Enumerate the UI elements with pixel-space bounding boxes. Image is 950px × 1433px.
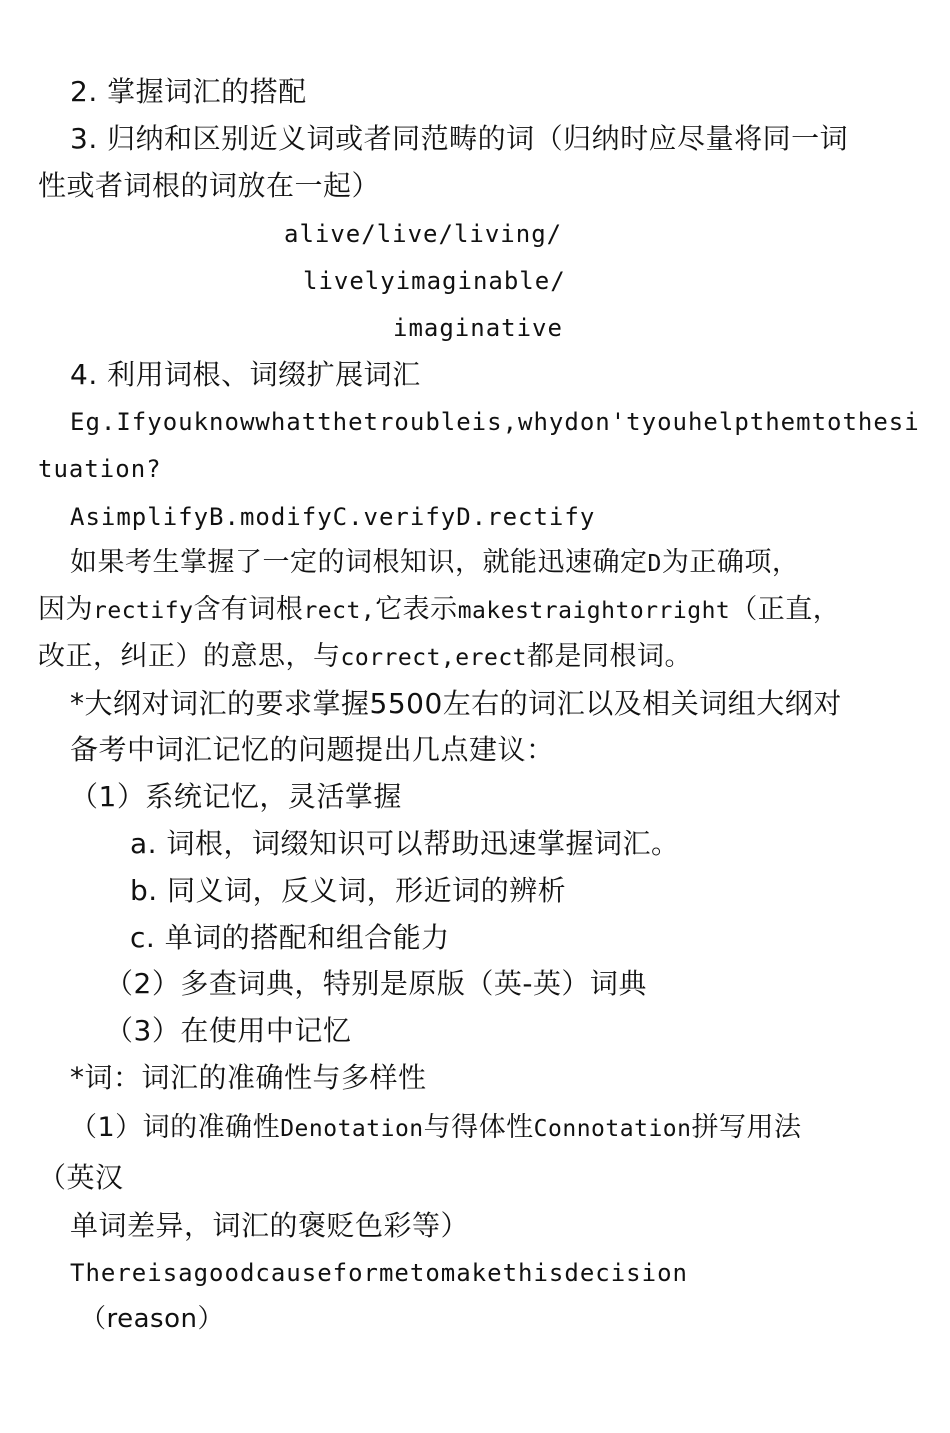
accuracy-text: 与得体性 (423, 1112, 534, 1143)
advice-1-item-a: a. 词根，词缀知识可以帮助迅速掌握词汇。 (130, 827, 680, 860)
accuracy-line-1 (70, 1108, 802, 1149)
advice-1-item-c: c. 单词的搭配和组合能力 (130, 921, 450, 954)
explanation-text: 如果考生掌握了一定的词根知识，就能迅速确定 (70, 547, 648, 578)
item-3-line-2: 性或者词根的词放在一起） (38, 169, 381, 202)
example-words-3: imaginative (393, 314, 563, 342)
explanation-text: 为正确项， (661, 547, 800, 578)
explanation-term: rectify (93, 598, 194, 624)
accuracy-term: Denotation (280, 1116, 424, 1142)
advice-1-heading: （1）系统记忆，灵活掌握 (70, 780, 402, 813)
item-4-word-roots: 4. 利用词根、词缀扩展词汇 (70, 358, 421, 391)
word-section-heading: *词：词汇的准确性与多样性 (70, 1061, 427, 1094)
explanation-text: 它表示 (375, 594, 458, 625)
advice-3: （3）在使用中记忆 (105, 1014, 352, 1047)
item-2-collocation: 2. 掌握词汇的搭配 (70, 75, 307, 108)
explanation-term: D (647, 551, 662, 577)
advice-1-item-b: b. 同义词，反义词，形近词的辨析 (130, 874, 567, 907)
example-sentence: Thereisagoodcauseformetomakethisdecision (70, 1259, 688, 1287)
example-words-1: alive/live/living/ (284, 220, 563, 248)
explanation-term: correct,erect (340, 645, 528, 671)
example-words-2: livelyimaginable/ (303, 267, 566, 295)
explanation-text: 因为 (38, 594, 93, 625)
explanation-text: 改正，纠正）的意思，与 (38, 641, 341, 672)
syllabus-line-2: 备考中词汇记忆的问题提出几点建议： (70, 733, 555, 766)
advice-2: （2）多查词典，特别是原版（英-英）词典 (105, 967, 647, 1000)
accuracy-line-3: 单词差异，词汇的褒贬色彩等） (70, 1209, 470, 1242)
explanation-line-2 (38, 590, 840, 631)
explanation-term: makestraightorright (457, 598, 731, 624)
syllabus-line-1: *大纲对词汇的要求掌握5500左右的词汇以及相关词组大纲对 (70, 687, 842, 720)
accuracy-text: （1）词的准确性 (70, 1112, 281, 1143)
explanation-text: 含有词根 (193, 594, 304, 625)
item-3-line-1: 3. 归纳和区别近义词或者同范畴的词（归纳时应尽量将同一词 (70, 122, 849, 155)
explanation-line-1 (70, 543, 799, 584)
accuracy-line-2: （英汉 (38, 1161, 124, 1194)
explanation-text: 都是同根词。 (527, 641, 693, 672)
explanation-text: （正直， (730, 594, 841, 625)
reason-note: （reason） (80, 1304, 224, 1334)
answer-options: AsimplifyB.modifyC.verifyD.rectify (70, 503, 596, 531)
accuracy-term: Connotation (533, 1116, 692, 1142)
explanation-line-3 (38, 637, 692, 678)
accuracy-text: 拼写用法 (691, 1112, 802, 1143)
example-sentence-line-1: Eg.Ifyouknowwhatthetroubleis,whydon'tyouhelpthemtothesi (70, 408, 920, 436)
example-sentence-line-2: tuation? (38, 455, 162, 483)
explanation-term: rect, (303, 598, 376, 624)
